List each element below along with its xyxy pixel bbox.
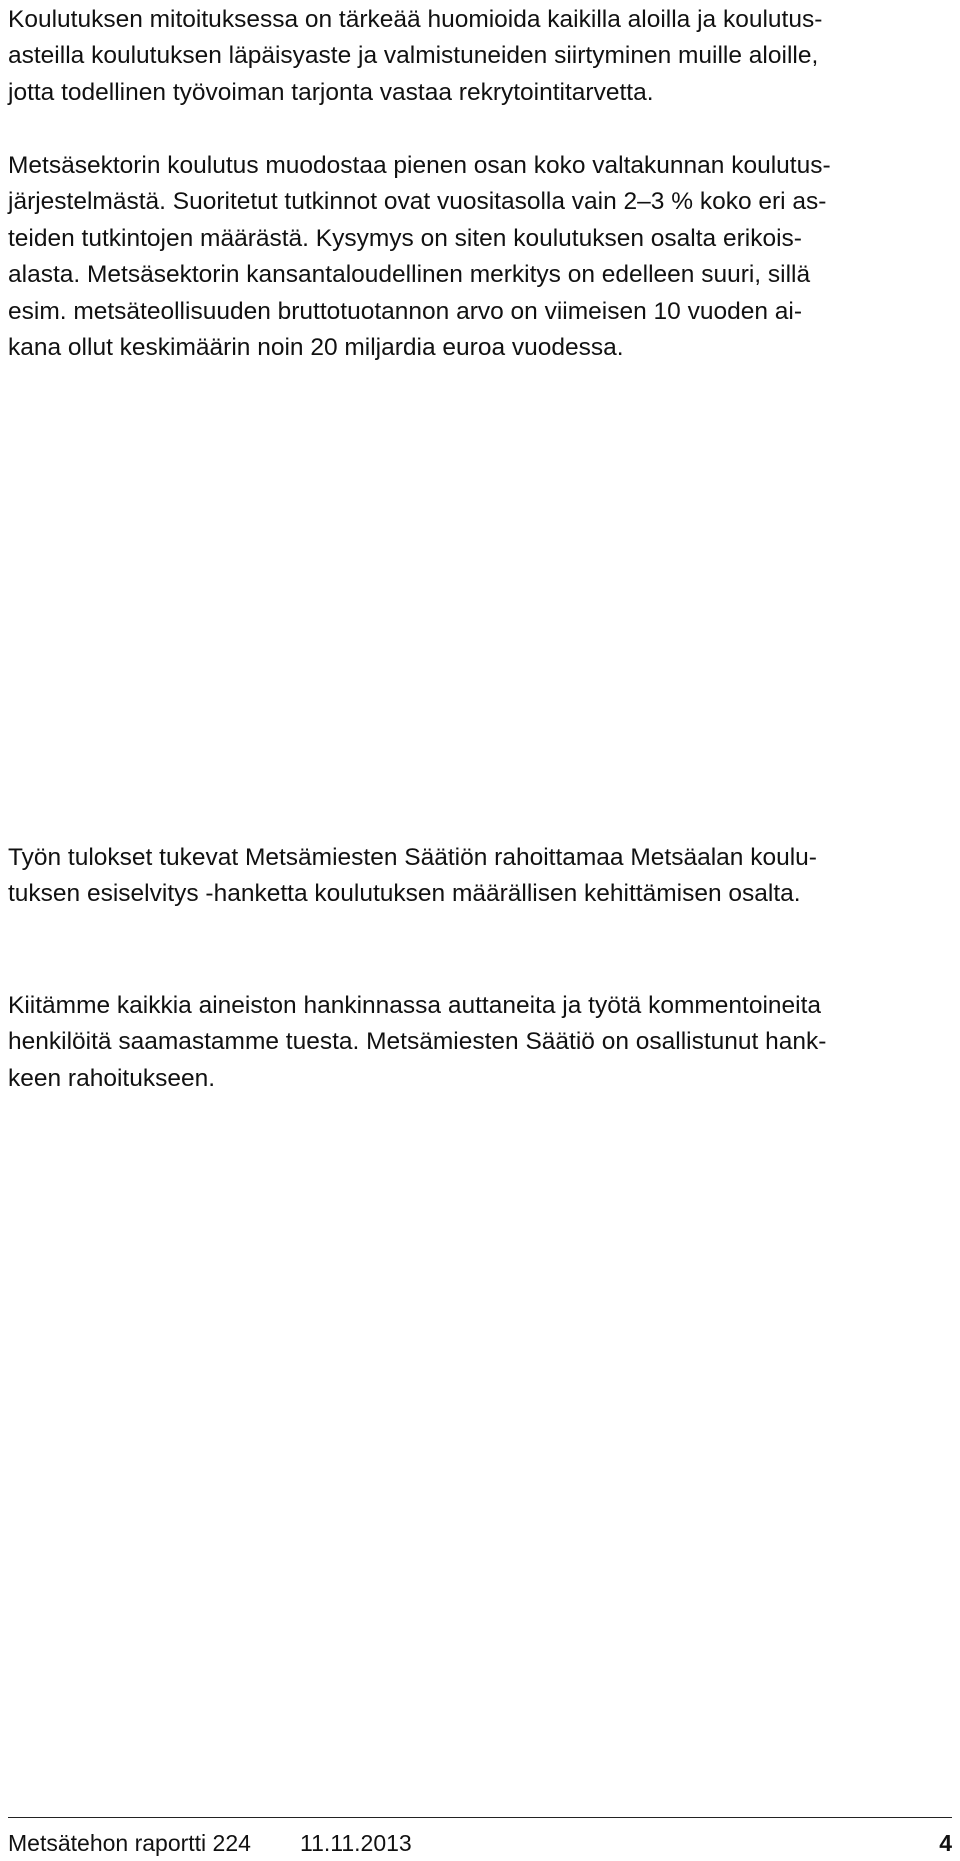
paragraph-training-dimensioning: Koulutuksen mitoituksessa on tärkeää huomioida kaikilla aloilla ja koulutus- asteilla koulutuksen läpäisyaste ja valmistuneiden siirtyminen muille aloille, jotta todellinen työvoiman tarjonta vastaa rekrytointitarvetta.	[8, 6, 823, 106]
footer-report-title: Metsätehon raportti 224	[8, 1830, 251, 1856]
paragraph-forest-sector-education: Metsäsektorin koulutus muodostaa pienen osan koko valtakunnan koulutus- järjestelmästä. Suoritetut tutkinnot ovat vuositasolla vain 2–3 % koko eri as- teiden tutkintojen määrästä. Kysymys on siten koulutuksen osalta erikois- alasta. Metsäsektorin kansantaloudellinen merkitys on edelleen suuri, sillä esim. metsäteollisuuden bruttotuotannon arvo on viimeisen 10 vuoden ai- kana ollut keskimäärin noin 20 miljardia euroa vuodessa.	[8, 152, 831, 362]
page-footer	[8, 1827, 952, 1859]
paragraph-work-results: Työn tulokset tukevat Metsämiesten Säätiön rahoittamaa Metsäalan koulu- tuksen esiselvitys -hanketta koulutuksen määrällisen kehittämisen osalta.	[8, 844, 817, 908]
page-number: 4	[939, 1830, 952, 1856]
paragraph-acknowledgements: Kiitämme kaikkia aineiston hankinnassa auttaneita ja työtä kommentoineita henkilöitä saamastamme tuesta. Metsämiesten Säätiö on osallistunut hank- keen rahoitukseen.	[8, 992, 827, 1092]
footer-date: 11.11.2013	[300, 1830, 412, 1856]
footer-divider	[8, 1817, 952, 1818]
